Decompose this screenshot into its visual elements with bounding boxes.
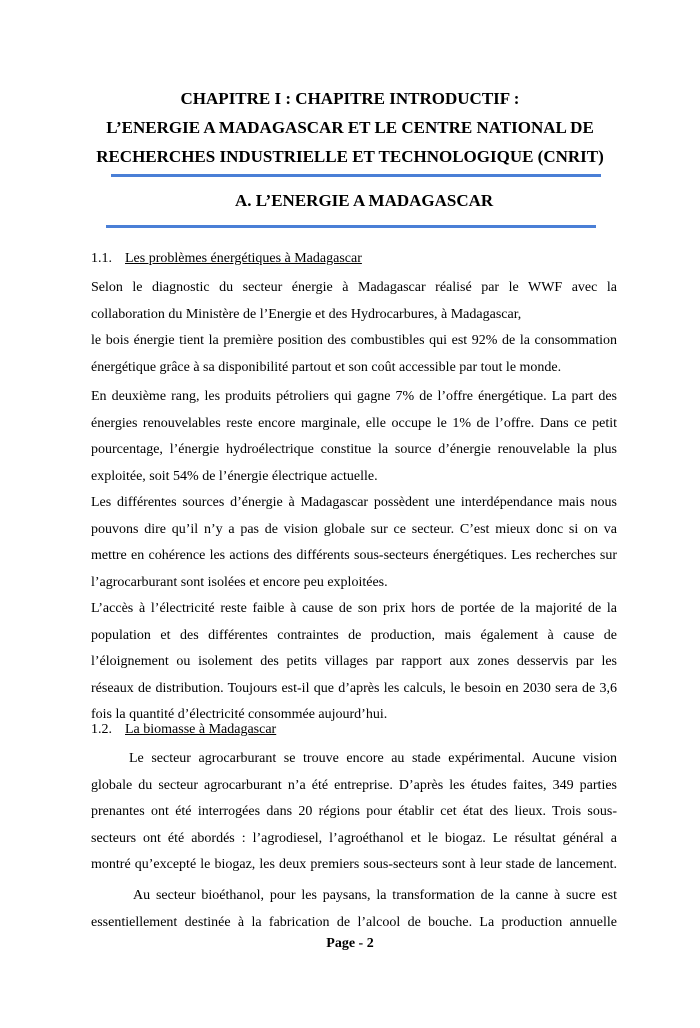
text-line: réseaux de distribution. Toujours est-il que d’après les calculs, le besoin en 2030 sera de 3,6 — [91, 680, 617, 696]
section-title: A. L’ENERGIE A MADAGASCAR — [235, 191, 494, 210]
subsection-number: 1.1. — [91, 251, 112, 266]
paragraph-3 — [91, 746, 617, 879]
chapter-title-line-1: CHAPITRE I : CHAPITRE INTRODUCTIF : — [180, 89, 520, 108]
subsection-title: Les problèmes énergétiques à Madagascar — [125, 251, 362, 266]
title-divider-top — [111, 174, 601, 177]
text-line: pouvons dire qu’il n’y a pas de vision globale sur ce secteur. C’est mieux donc si on va — [91, 521, 617, 537]
text-line: pourcentage, l’énergie hydroélectrique constitue la source d’énergie renouvelable la plus — [91, 442, 617, 457]
subsection-number: 1.2. — [91, 722, 112, 737]
subsection-heading-1 — [91, 249, 362, 269]
paragraph-1 — [91, 275, 617, 381]
subsection-heading-2 — [91, 720, 276, 740]
subsection-title: La biomasse à Madagascar — [125, 722, 277, 737]
text-line: globale du secteur agrocarburant n’a été entreprise. D’après les études faites, 349 parties — [91, 777, 617, 793]
text-line: énergies renouvelables reste encore marginale, elle occupe le 1% de l’offre. Dans ce petit — [91, 415, 617, 431]
text-line: population et des différentes contraintes de production, mais également à cause de — [91, 627, 617, 643]
text-line: essentiellement destinée à la fabrication de l’alcool de bouche. La production annuelle — [91, 914, 617, 930]
text-line: collaboration du Ministère de l’Energie et des Hydrocarbures, à Madagascar, — [91, 306, 522, 322]
title-divider-bottom — [106, 225, 596, 228]
page-number: Page - 2 — [326, 936, 374, 951]
text-line: L’accès à l’électricité reste faible à cause de son prix hors de portée de la majorité de la — [91, 601, 617, 616]
text-line: énergétique grâce à sa disponibilité partout et son coût accessible par tout le monde. — [91, 359, 562, 375]
paragraph-4 — [91, 883, 617, 936]
text-line: l’agrocarburant sont isolées et encore peu exploitées. — [91, 574, 388, 590]
chapter-title-line-3: RECHERCHES INDUSTRIELLE ET TECHNOLOGIQUE (CNRIT) — [96, 147, 604, 166]
text-line: le bois énergie tient la première position des combustibles qui est 92% de la consommation — [91, 333, 617, 348]
chapter-title-line-2: L’ENERGIE A MADAGASCAR ET LE CENTRE NATIONAL DE — [106, 118, 594, 137]
text-line: fois la quantité d’électricité consommée aujourd’hui. — [91, 707, 388, 722]
text-line: Au secteur bioéthanol, pour les paysans, la transformation de la canne à sucre est — [133, 888, 617, 903]
text-line: mettre en cohérence les actions des différents sous-secteurs énergétiques. Les recherches sur — [91, 548, 617, 563]
text-line: Le secteur agrocarburant se trouve encore au stade expérimental. Aucune vision — [129, 751, 617, 766]
text-line: secteurs ont été abordés : l’agrodiesel, l’agroéthanol et le biogaz. Le résultat général a — [91, 830, 617, 846]
text-line: Selon le diagnostic du secteur énergie à Madagascar réalisé par le WWF avec la — [91, 280, 617, 295]
text-line: l’éloignement ou isolement des petits villages par rapport aux zones desservis par les — [91, 654, 617, 669]
text-line: prenantes ont été interrogées dans 20 régions pour établir cet état des lieux. Trois sous- — [91, 804, 617, 819]
text-line: En deuxième rang, les produits pétroliers qui gagne 7% de l’offre énergétique. La part des — [91, 389, 617, 404]
text-line: Les différentes sources d’énergie à Madagascar possèdent une interdépendance mais nous — [91, 495, 617, 510]
text-line: exploitée, soit 54% de l’énergie électrique actuelle. — [91, 468, 378, 484]
paragraph-2 — [91, 384, 617, 729]
text-line: montré qu’excepté le biogaz, les deux premiers sous-secteurs sont à leur stade de lancement. — [91, 857, 617, 872]
